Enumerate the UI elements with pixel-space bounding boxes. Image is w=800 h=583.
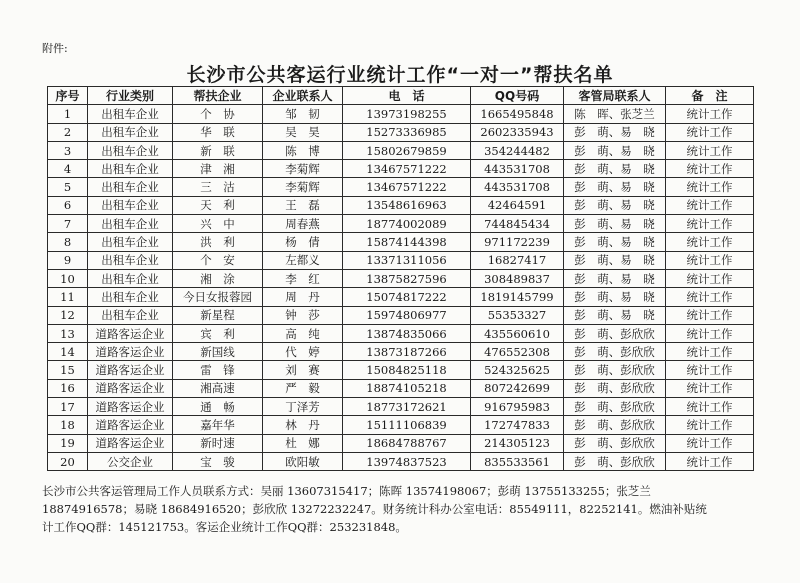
row-company: 津 湘	[173, 160, 263, 178]
row-category: 道路客运企业	[88, 343, 173, 361]
table-row	[48, 251, 754, 269]
row-category: 道路客运企业	[88, 434, 173, 452]
row-company: 新星程	[173, 306, 263, 324]
row-qq: 172747833	[471, 416, 564, 434]
row-contact: 吴 昊	[263, 123, 343, 141]
row-note: 统计工作	[666, 452, 754, 470]
footer-line: 长沙市公共客运管理局工作人员联系方式：吴丽 13607315417；陈晖 13574198067；彭萌 13755133255；张芝兰	[42, 484, 651, 498]
table-row	[48, 416, 754, 434]
row-phone: 15084825118	[343, 361, 471, 379]
row-note: 统计工作	[666, 288, 754, 306]
row-company: 三 沽	[173, 178, 263, 196]
row-contact: 钟 莎	[263, 306, 343, 324]
row-category: 出租车企业	[88, 288, 173, 306]
row-category: 出租车企业	[88, 269, 173, 287]
row-company: 湘高速	[173, 379, 263, 397]
row-number: 20	[48, 452, 88, 470]
row-note: 统计工作	[666, 160, 754, 178]
row-number: 5	[48, 178, 88, 196]
row-company: 华 联	[173, 123, 263, 141]
row-bureau-contact: 彭 萌、彭欣欣	[564, 434, 666, 452]
row-bureau-contact: 彭 萌、易 晓	[564, 233, 666, 251]
column-header-phone: 电 话	[343, 87, 471, 105]
footer-line: 计工作QQ群：145121753。客运企业统计工作QQ群：253231848。	[42, 520, 407, 534]
row-company: 个 安	[173, 251, 263, 269]
row-bureau-contact: 彭 萌、彭欣欣	[564, 324, 666, 342]
table-row	[48, 343, 754, 361]
row-category: 道路客运企业	[88, 324, 173, 342]
row-qq: 16827417	[471, 251, 564, 269]
row-category: 出租车企业	[88, 123, 173, 141]
table-row	[48, 215, 754, 233]
row-note: 统计工作	[666, 178, 754, 196]
row-qq: 971172239	[471, 233, 564, 251]
row-phone: 13973198255	[343, 105, 471, 123]
row-contact: 代 婷	[263, 343, 343, 361]
table-row	[48, 379, 754, 397]
column-header-company: 帮扶企业	[173, 87, 263, 105]
row-phone: 15802679859	[343, 141, 471, 159]
row-company: 宾 利	[173, 324, 263, 342]
row-company: 新国线	[173, 343, 263, 361]
row-company: 通 畅	[173, 398, 263, 416]
row-qq: 744845434	[471, 215, 564, 233]
table-row	[48, 269, 754, 287]
row-qq: 807242699	[471, 379, 564, 397]
row-qq: 443531708	[471, 160, 564, 178]
row-bureau-contact: 彭 萌、易 晓	[564, 288, 666, 306]
row-bureau-contact: 彭 萌、易 晓	[564, 178, 666, 196]
row-contact: 周 丹	[263, 288, 343, 306]
row-number: 8	[48, 233, 88, 251]
row-contact: 李菊辉	[263, 178, 343, 196]
table-row	[48, 178, 754, 196]
row-phone: 18774002089	[343, 215, 471, 233]
table-row	[48, 452, 754, 470]
row-contact: 李 红	[263, 269, 343, 287]
row-contact: 左都义	[263, 251, 343, 269]
row-number: 3	[48, 141, 88, 159]
row-category: 道路客运企业	[88, 398, 173, 416]
row-qq: 435560610	[471, 324, 564, 342]
row-contact: 杜 娜	[263, 434, 343, 452]
row-number: 16	[48, 379, 88, 397]
table-row	[48, 141, 754, 159]
row-qq: 308489837	[471, 269, 564, 287]
table-row	[48, 288, 754, 306]
row-note: 统计工作	[666, 141, 754, 159]
row-qq: 214305123	[471, 434, 564, 452]
row-note: 统计工作	[666, 233, 754, 251]
row-note: 统计工作	[666, 251, 754, 269]
row-note: 统计工作	[666, 324, 754, 342]
table-row	[48, 233, 754, 251]
table-row	[48, 105, 754, 123]
row-category: 道路客运企业	[88, 361, 173, 379]
row-phone: 15874144398	[343, 233, 471, 251]
row-number: 6	[48, 196, 88, 214]
row-number: 7	[48, 215, 88, 233]
row-note: 统计工作	[666, 105, 754, 123]
row-company: 新 联	[173, 141, 263, 159]
row-bureau-contact: 彭 萌、彭欣欣	[564, 379, 666, 397]
row-contact: 陈 博	[263, 141, 343, 159]
table-row	[48, 196, 754, 214]
row-bureau-contact: 彭 萌、易 晓	[564, 306, 666, 324]
row-number: 18	[48, 416, 88, 434]
row-number: 10	[48, 269, 88, 287]
row-bureau-contact: 彭 萌、彭欣欣	[564, 361, 666, 379]
row-phone: 13371311056	[343, 251, 471, 269]
column-header-qq: QQ号码	[471, 87, 564, 105]
row-contact: 李菊辉	[263, 160, 343, 178]
row-note: 统计工作	[666, 215, 754, 233]
row-phone: 13467571222	[343, 160, 471, 178]
table-row	[48, 398, 754, 416]
row-phone: 13875827596	[343, 269, 471, 287]
row-company: 兴 中	[173, 215, 263, 233]
row-bureau-contact: 彭 萌、易 晓	[564, 141, 666, 159]
row-company: 新时速	[173, 434, 263, 452]
row-number: 17	[48, 398, 88, 416]
row-number: 9	[48, 251, 88, 269]
row-bureau-contact: 彭 萌、彭欣欣	[564, 398, 666, 416]
row-note: 统计工作	[666, 196, 754, 214]
row-note: 统计工作	[666, 379, 754, 397]
table-row	[48, 123, 754, 141]
contact-footer	[42, 482, 758, 536]
row-qq: 443531708	[471, 178, 564, 196]
row-note: 统计工作	[666, 361, 754, 379]
row-qq: 835533561	[471, 452, 564, 470]
row-company: 嘉年华	[173, 416, 263, 434]
row-phone: 18684788767	[343, 434, 471, 452]
row-bureau-contact: 彭 萌、易 晓	[564, 123, 666, 141]
row-qq: 1665495848	[471, 105, 564, 123]
row-category: 出租车企业	[88, 141, 173, 159]
row-number: 14	[48, 343, 88, 361]
row-bureau-contact: 彭 萌、彭欣欣	[564, 343, 666, 361]
row-company: 天 利	[173, 196, 263, 214]
row-phone: 18874105218	[343, 379, 471, 397]
page-title: 长沙市公共客运行业统计工作“一对一”帮扶名单	[186, 64, 614, 86]
row-phone: 15111106839	[343, 416, 471, 434]
row-qq: 42464591	[471, 196, 564, 214]
row-phone: 13873187266	[343, 343, 471, 361]
assistance-table	[47, 86, 754, 471]
row-company: 今日女报蓉园	[173, 288, 263, 306]
row-number: 12	[48, 306, 88, 324]
row-bureau-contact: 陈 晖、张芝兰	[564, 105, 666, 123]
row-bureau-contact: 彭 萌、彭欣欣	[564, 416, 666, 434]
row-phone: 13874835066	[343, 324, 471, 342]
row-category: 出租车企业	[88, 215, 173, 233]
row-note: 统计工作	[666, 434, 754, 452]
row-qq: 2602335943	[471, 123, 564, 141]
row-bureau-contact: 彭 萌、易 晓	[564, 196, 666, 214]
attachment-label: 附件:	[42, 42, 68, 55]
column-header-contact: 企业联系人	[263, 87, 343, 105]
row-contact: 高 纯	[263, 324, 343, 342]
row-category: 出租车企业	[88, 160, 173, 178]
column-header-bureau-contact: 客管局联系人	[564, 87, 666, 105]
row-number: 19	[48, 434, 88, 452]
row-category: 出租车企业	[88, 178, 173, 196]
row-contact: 杨 倩	[263, 233, 343, 251]
table-row	[48, 324, 754, 342]
row-number: 15	[48, 361, 88, 379]
row-company: 个 协	[173, 105, 263, 123]
row-bureau-contact: 彭 萌、易 晓	[564, 160, 666, 178]
row-category: 出租车企业	[88, 306, 173, 324]
row-qq: 476552308	[471, 343, 564, 361]
row-number: 1	[48, 105, 88, 123]
row-category: 出租车企业	[88, 233, 173, 251]
row-contact: 刘 赛	[263, 361, 343, 379]
row-company: 宝 骏	[173, 452, 263, 470]
row-note: 统计工作	[666, 123, 754, 141]
footer-line: 18874916578；易晓 18684916520；彭欣欣 13272232247。财务统计科办公室电话：85549111，82252141。燃油补贴统	[42, 502, 707, 516]
row-bureau-contact: 彭 萌、彭欣欣	[564, 452, 666, 470]
row-contact: 丁泽芳	[263, 398, 343, 416]
row-number: 2	[48, 123, 88, 141]
row-note: 统计工作	[666, 416, 754, 434]
row-note: 统计工作	[666, 269, 754, 287]
table-row	[48, 434, 754, 452]
row-qq: 354244482	[471, 141, 564, 159]
row-number: 4	[48, 160, 88, 178]
row-contact: 林 丹	[263, 416, 343, 434]
row-company: 湘 涂	[173, 269, 263, 287]
row-qq: 1819145799	[471, 288, 564, 306]
row-qq: 524325625	[471, 361, 564, 379]
row-category: 出租车企业	[88, 251, 173, 269]
row-phone: 13974837523	[343, 452, 471, 470]
column-header-no: 序号	[48, 87, 88, 105]
row-phone: 13467571222	[343, 178, 471, 196]
row-category: 公交企业	[88, 452, 173, 470]
row-note: 统计工作	[666, 398, 754, 416]
row-note: 统计工作	[666, 343, 754, 361]
row-contact: 欧阳敏	[263, 452, 343, 470]
column-header-note: 备 注	[666, 87, 754, 105]
row-number: 11	[48, 288, 88, 306]
table-header-row	[48, 87, 754, 105]
row-bureau-contact: 彭 萌、易 晓	[564, 215, 666, 233]
row-qq: 55353327	[471, 306, 564, 324]
row-category: 道路客运企业	[88, 379, 173, 397]
row-phone: 15074817222	[343, 288, 471, 306]
row-category: 出租车企业	[88, 105, 173, 123]
row-company: 洪 利	[173, 233, 263, 251]
table-row	[48, 160, 754, 178]
table-row	[48, 361, 754, 379]
row-number: 13	[48, 324, 88, 342]
row-note: 统计工作	[666, 306, 754, 324]
row-phone: 15974806977	[343, 306, 471, 324]
column-header-category: 行业类别	[88, 87, 173, 105]
row-company: 雷 锋	[173, 361, 263, 379]
row-phone: 18773172621	[343, 398, 471, 416]
row-phone: 13548616963	[343, 196, 471, 214]
row-bureau-contact: 彭 萌、易 晓	[564, 269, 666, 287]
row-contact: 严 毅	[263, 379, 343, 397]
table-row	[48, 306, 754, 324]
row-contact: 邹 韧	[263, 105, 343, 123]
row-category: 出租车企业	[88, 196, 173, 214]
row-contact: 王 磊	[263, 196, 343, 214]
row-category: 道路客运企业	[88, 416, 173, 434]
row-contact: 周春燕	[263, 215, 343, 233]
row-qq: 916795983	[471, 398, 564, 416]
row-bureau-contact: 彭 萌、易 晓	[564, 251, 666, 269]
row-phone: 15273336985	[343, 123, 471, 141]
